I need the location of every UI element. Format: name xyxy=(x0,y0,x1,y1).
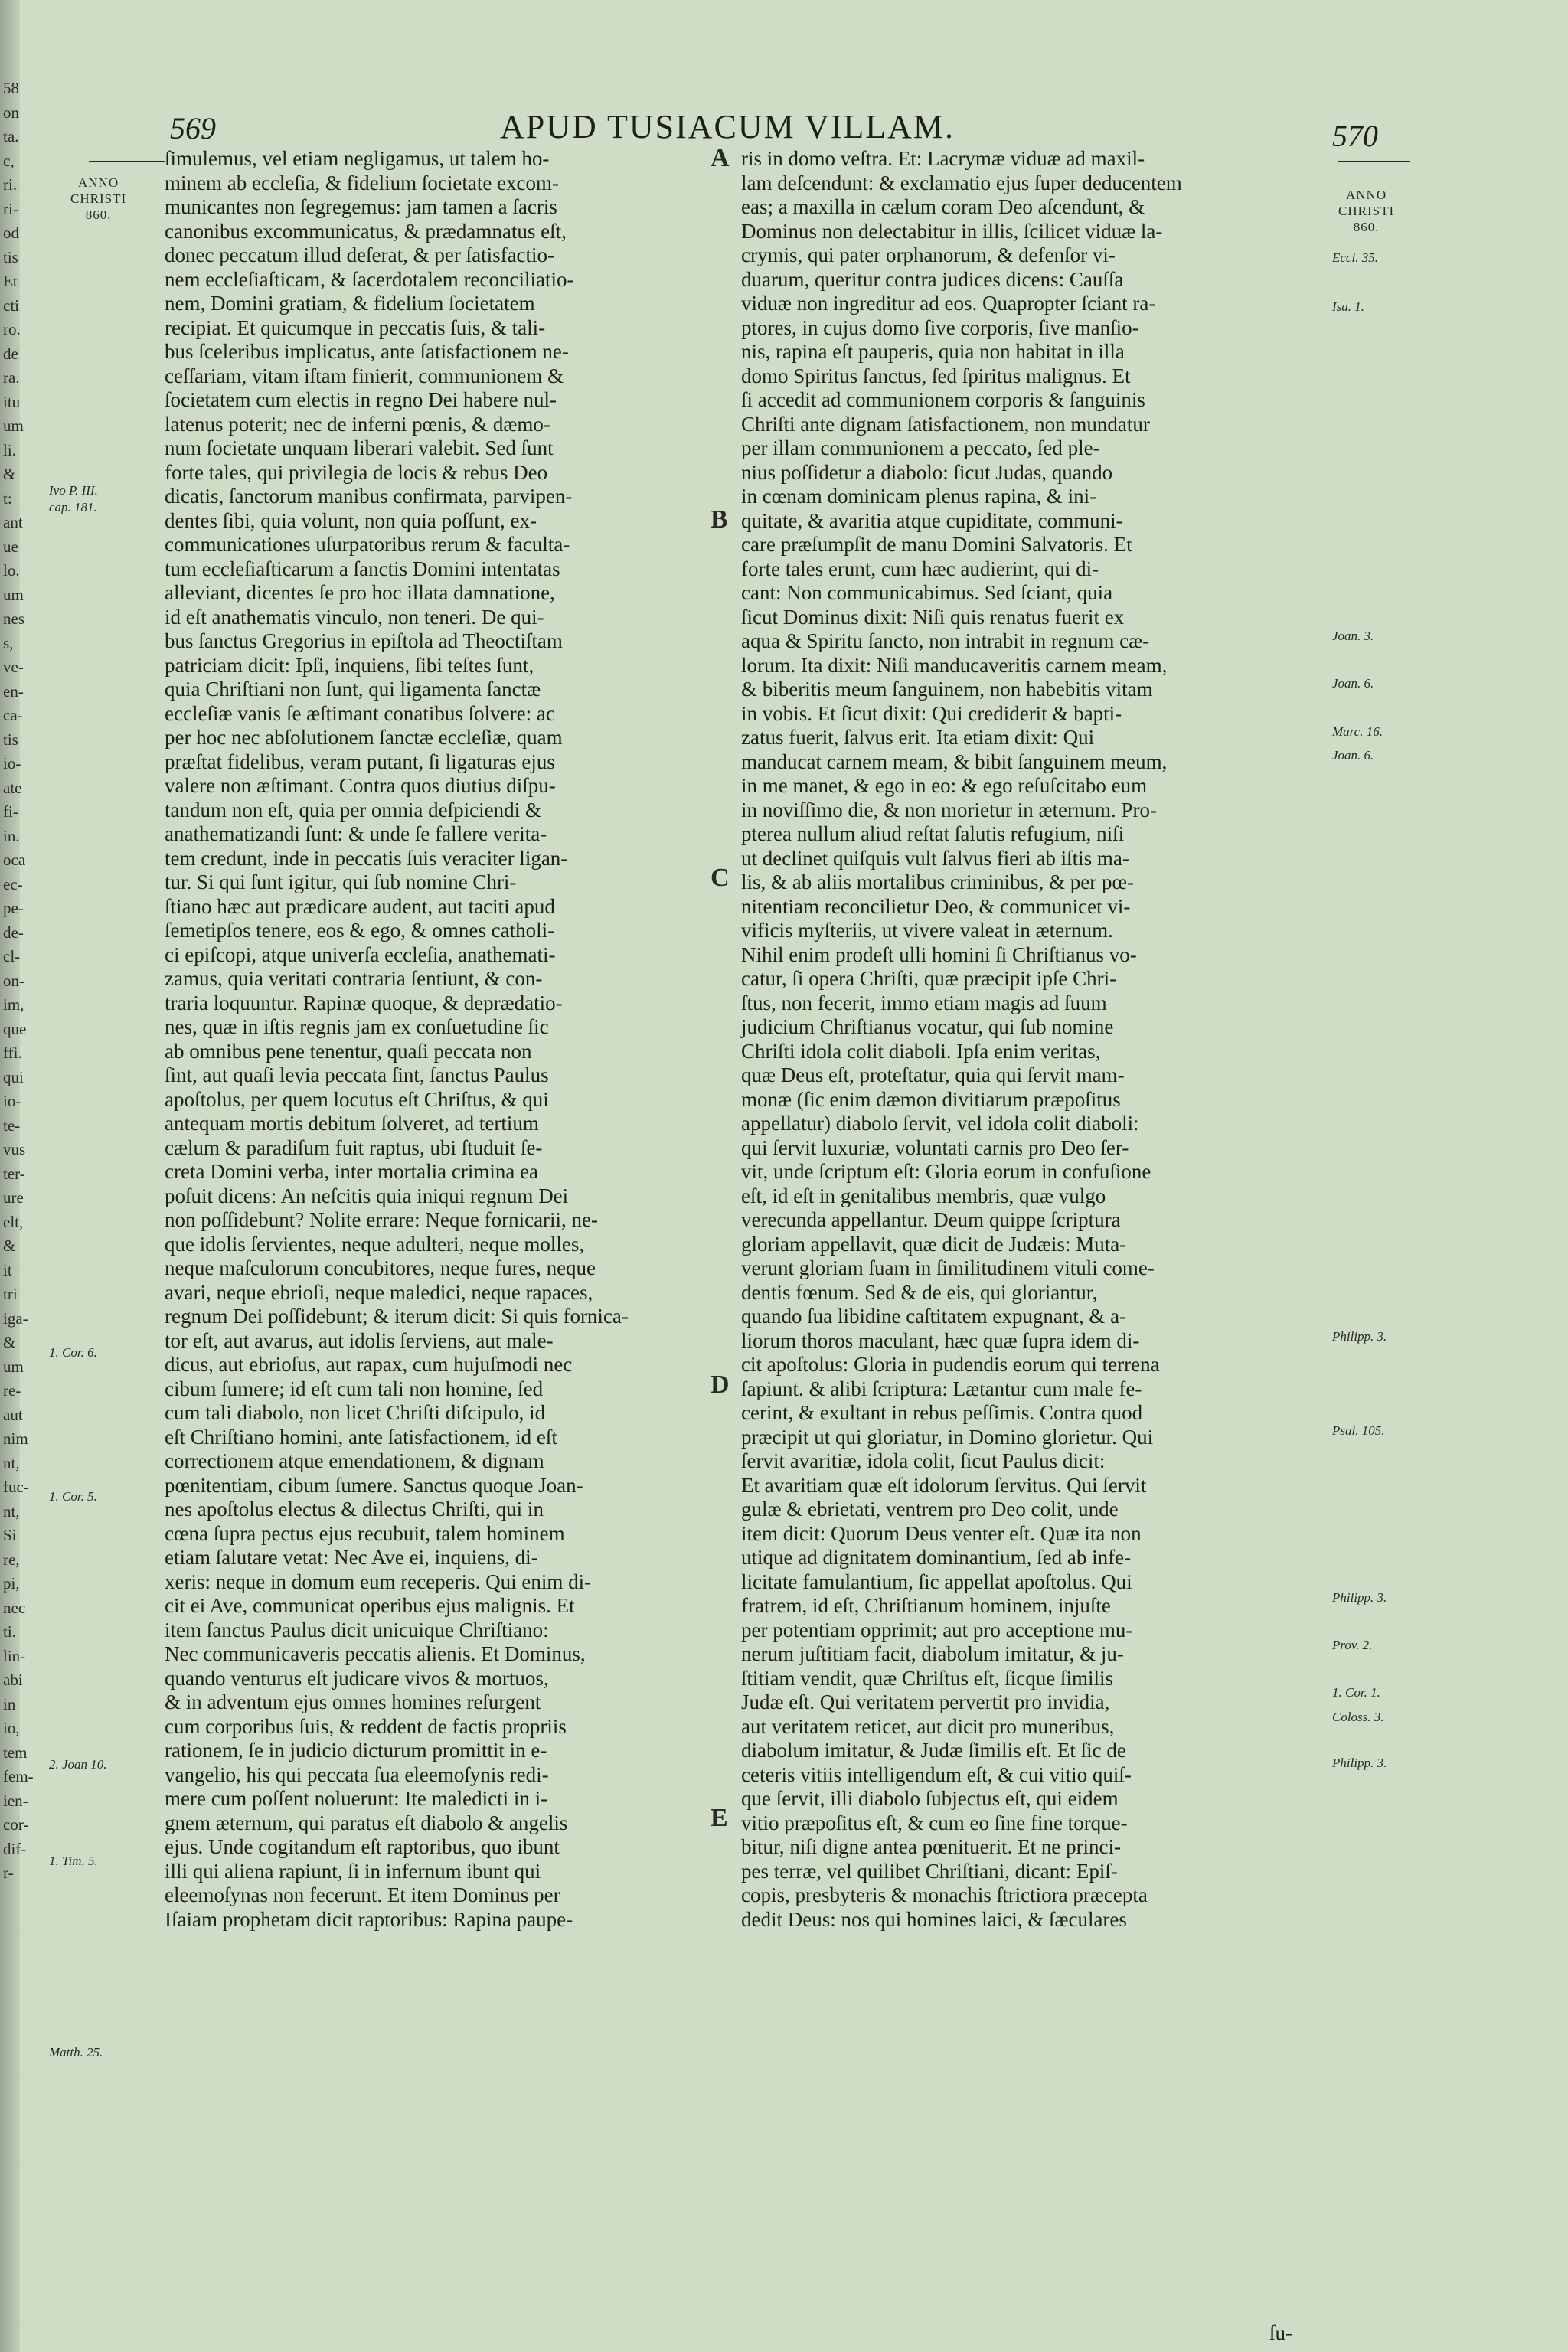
side-label-right xyxy=(1338,187,1394,235)
fragment-line: ri- xyxy=(3,199,18,218)
text-line: dentis fœnum. Sed & de eis, qui gloriantur, xyxy=(741,1280,1098,1304)
fragment-line: t: xyxy=(3,488,12,508)
fragment-line: & xyxy=(3,465,16,483)
text-line: item dicit: Quorum Deus venter eſt. Quæ ita non xyxy=(741,1521,1142,1545)
right-page-number: 570 xyxy=(1332,119,1378,153)
text-line: quando venturus eſt judicare vivos & mortuos, xyxy=(165,1666,549,1690)
fragment-line: ter- xyxy=(3,1164,25,1183)
fragment-line: 58 xyxy=(3,79,19,97)
fragment-line: ien- xyxy=(3,1791,28,1810)
text-line: bus ſanctus Gregorius in epiſtola ad Theoctiſtam xyxy=(165,629,563,652)
text-line: Et avaritiam quæ eſt idolorum ſervitus. Qui ſervit xyxy=(741,1473,1147,1497)
fragment-line: te- xyxy=(3,1116,21,1135)
text-line: etiam ſalutare vetat: Nec Ave ei, inquiens, di- xyxy=(165,1546,538,1569)
fragment-line: cor- xyxy=(3,1815,29,1834)
fragment-line: ra. xyxy=(3,368,20,387)
fragment-line: fuc- xyxy=(3,1478,29,1496)
fragment-line: iga- xyxy=(3,1308,28,1328)
text-line: dedit Deus: nos qui homines laici, & ſæculares xyxy=(741,1907,1127,1931)
text-line: viduæ non ingreditur ad eos. Quapropter ſciant ra- xyxy=(741,292,1156,315)
fragment-line: cl- xyxy=(3,947,21,965)
text-line: num ſocietate unquam liberari valebit. Sed ſunt xyxy=(165,436,554,459)
text-line: ſicut Dominus dixit: Niſi quis renatus fuerit ex xyxy=(741,605,1125,629)
margin-ref: Eccl. 35. xyxy=(1332,250,1378,265)
text-line: vangelio, his qui peccata ſua eleemoſynis redi- xyxy=(165,1762,549,1786)
fragment-line: re, xyxy=(3,1550,20,1569)
margin-ref: Joan. 6. xyxy=(1332,748,1374,763)
fragment-line: abi xyxy=(3,1671,23,1689)
text-line: dicus, aut ebrioſus, aut rapax, cum hujuſmodi nec xyxy=(165,1353,573,1376)
text-line: & biberitis meum ſanguinem, non habebitis vitam xyxy=(741,678,1153,701)
text-line: eccleſiæ vanis ſe æſtimant conatibus ſolvere: ac xyxy=(165,701,555,725)
fragment-line: s, xyxy=(3,633,14,652)
text-line: per potentiam opprimit; aut pro acceptione mu- xyxy=(741,1618,1133,1642)
text-line: ſimulemus, vel etiam negligamus, ut talem ho- xyxy=(165,147,550,170)
text-line: ſi accedit ad communionem corporis & ſanguinis xyxy=(741,388,1145,411)
fragment-line: ffi. xyxy=(3,1044,22,1062)
margin-ref: Psal. 105. xyxy=(1332,1423,1385,1438)
margin-ref: Coloss. 3. xyxy=(1332,1710,1384,1724)
fragment-line: ri. xyxy=(3,175,18,194)
fragment-line: lin- xyxy=(3,1646,26,1665)
fragment-line: li. xyxy=(3,440,16,459)
fragment-line: c, xyxy=(3,151,15,170)
text-line: tor eſt, aut avarus, aut idolis ſerviens, aut male- xyxy=(165,1328,554,1352)
margin-ref: Matth. 25. xyxy=(49,2045,103,2060)
fragment-line: elt, xyxy=(3,1212,24,1231)
fragment-line: & xyxy=(3,1333,16,1351)
left-page-number: 569 xyxy=(170,111,216,145)
text-line: in me manet, & ego in eo: & ego reſuſcitabo eum xyxy=(741,774,1148,797)
text-line: tum eccleſiaſticarum a ſanctis Domini intentatas xyxy=(165,557,560,580)
text-line: correctionem atque emendationem, & dignam xyxy=(165,1449,544,1472)
fragment-line: ro. xyxy=(3,320,21,338)
fragment-line: itu xyxy=(3,392,21,411)
text-line: cant: Non communicabimus. Sed ſciant, quia xyxy=(741,581,1113,604)
text-line: gnem æternum, qui paratus eſt diabolo & angelis xyxy=(165,1811,568,1834)
text-line: creta Domini verba, inter mortalia crimina ea xyxy=(165,1160,539,1183)
right-text-column xyxy=(741,147,1315,1932)
fragment-line: nt, xyxy=(3,1453,20,1472)
text-line: nes, quæ in iſtis regnis jam ex conſuetudine ſic xyxy=(165,1015,549,1038)
fragment-line: it xyxy=(3,1260,12,1279)
text-line: latenus poterit; nec de inferni pœnis, & dæmo- xyxy=(165,412,550,436)
fragment-line: nt, xyxy=(3,1501,20,1521)
text-line: ſint, aut quaſi levia peccata ſint, ſanctus Paulus xyxy=(165,1063,549,1086)
text-line: tur. Si qui ſunt igitur, qui ſub nomine Chri- xyxy=(165,871,517,893)
text-line: duarum, queritur contra judices dicens: Cauſſa xyxy=(741,267,1124,291)
text-line: nis, rapina eſt pauperis, quia non habitat in illa xyxy=(741,340,1125,363)
fragment-line: qui xyxy=(3,1067,24,1086)
text-line: in noviſſimo die, & non morietur in æternum. Pro- xyxy=(741,798,1157,822)
fragment-line: nes xyxy=(3,609,24,628)
text-line: poſuit dicens: An neſcitis quia iniqui regnum Dei xyxy=(165,1184,569,1207)
text-line: domo Spiritus ſanctus, ſed ſpiritus malignus. Et xyxy=(741,364,1131,387)
fragment-line: ve- xyxy=(3,658,24,676)
text-line: verecunda appellantur. Deum quippe ſcriptura xyxy=(741,1208,1121,1231)
fragment-line: Si xyxy=(3,1526,17,1544)
text-line: vificis myſteriis, ut vivere valeat in æternum. xyxy=(741,919,1113,942)
fragment-line: um xyxy=(3,416,24,435)
text-line: gulæ & ebrietati, ventrem pro Deo colit, unde xyxy=(741,1498,1119,1521)
text-line: vitio præpoſitus eſt, & cum eo ſine fine torque- xyxy=(741,1811,1128,1834)
text-line: ci epiſcopi, atque univerſa eccleſia, anathemati- xyxy=(165,942,556,966)
side-label-year: 860. xyxy=(85,207,112,222)
previous-page-fragment xyxy=(3,77,34,2282)
text-line: valere non æſtimant. Contra quos diutius diſpu- xyxy=(165,774,556,797)
text-line: pœnitentiam, cibum ſumere. Sanctus quoque Joan- xyxy=(165,1473,583,1497)
text-line: xeris: neque in domum eum receperis. Qui enim di- xyxy=(165,1570,592,1593)
margin-ref: Philipp. 3. xyxy=(1332,1756,1387,1770)
fragment-line: tis xyxy=(3,247,18,266)
fragment-line: aut xyxy=(3,1405,23,1424)
text-line: fratrem, id eſt, Chriſtianum hominem, injuſte xyxy=(741,1594,1111,1617)
text-line: gloriam appellavit, quæ dicit de Judæis: Muta- xyxy=(741,1232,1127,1256)
text-line: que ſervit, illi diabolo ſubjectus eſt, qui eidem xyxy=(741,1787,1119,1810)
fragment-line: tis xyxy=(3,730,18,749)
text-line: appellatur) diabolo ſervit, vel idola colit diaboli: xyxy=(741,1112,1139,1135)
fragment-line: um xyxy=(3,585,24,604)
fragment-line: in xyxy=(3,1694,16,1713)
section-letter-a: A xyxy=(710,144,730,172)
text-line: communicationes uſurpatoribus rerum & faculta- xyxy=(165,533,570,556)
fragment-line: ate xyxy=(3,778,22,797)
fragment-line: ant xyxy=(3,513,23,531)
margin-ref: cap. 181. xyxy=(49,500,97,514)
text-line: cit ei Ave, communicat operibus ejus malignis. Et xyxy=(165,1594,575,1617)
text-line: anathematizandi ſunt: & unde ſe fallere verita- xyxy=(165,822,547,845)
fragment-line: ca- xyxy=(3,706,23,724)
margin-ref: Prov. 2. xyxy=(1332,1638,1373,1652)
fragment-line: fi- xyxy=(3,802,18,821)
text-line: crymis, qui pater orphanorum, & defenſor vi- xyxy=(741,243,1116,266)
text-line: licitate famulantium, ſic appellat apoſtolus. Qui xyxy=(741,1570,1132,1593)
fragment-line: de xyxy=(3,344,18,363)
text-line: aut veritatem reticet, aut dicit pro muneribus, xyxy=(741,1714,1115,1738)
side-label-anno: ANNO xyxy=(78,175,119,190)
fragment-line: fem- xyxy=(3,1767,34,1785)
side-label-year: 860. xyxy=(1353,220,1380,234)
margin-ref: Ivo P. III. xyxy=(49,483,98,498)
margin-ref: 2. Joan 10. xyxy=(49,1757,107,1772)
text-line: judicium Chriſtianus vocatur, qui ſub nomine xyxy=(741,1015,1114,1038)
text-line: lis, & ab aliis mortalibus criminibus, & per pœ- xyxy=(741,871,1134,893)
text-line: traria loquuntur. Rapinæ quoque, & deprædatio- xyxy=(165,991,563,1014)
text-line: manducat carnem meam, & bibit ſanguinem meum, xyxy=(741,750,1168,773)
text-line: ſemetipſos tenere, eos & ego, & omnes catholi- xyxy=(165,919,555,942)
fragment-line: nim xyxy=(3,1429,28,1448)
text-line: dicatis, ſanctorum manibus confirmata, parvipen- xyxy=(165,485,573,508)
text-line: tandum non eſt, quia per omnia deſpiciendi & xyxy=(165,798,541,822)
text-line: præſtat fidelibus, veram putant, ſi ligaturas ejus xyxy=(165,750,555,773)
fragment-line: io- xyxy=(3,1092,21,1110)
section-letter-d: D xyxy=(710,1370,730,1399)
text-line: qui ſervit luxuriæ, voluntati carnis pro Deo ſer- xyxy=(741,1135,1129,1159)
margin-ref: 1. Cor. 6. xyxy=(49,1345,97,1360)
fragment-line: ue xyxy=(3,537,18,556)
header-rule-left xyxy=(89,161,165,162)
text-line: cœna ſupra pectus ejus recubuit, talem hominem xyxy=(165,1521,565,1545)
fragment-line: que xyxy=(3,1019,27,1038)
text-line: cum tali diabolo, non licet Chriſti diſcipulo, id xyxy=(165,1401,546,1424)
text-line: nitentiam reconcilietur Deo, & communicet vi- xyxy=(741,894,1131,918)
fragment-line: oca xyxy=(3,851,26,869)
margin-ref: Joan. 3. xyxy=(1332,629,1374,643)
fragment-line: tem xyxy=(3,1743,28,1762)
text-line: præcipit ut qui gloriatur, in Domino glorietur. Qui xyxy=(741,1425,1154,1449)
text-line: regnum Dei poſſidebunt; & iterum dicit: Si quis fornica- xyxy=(165,1305,629,1328)
text-line: Chriſti idola colit diaboli. Ipſa enim veritas, xyxy=(741,1039,1101,1063)
fragment-line: r- xyxy=(3,1864,14,1882)
text-line: aqua & Spiritu ſancto, non intrabit in regnum cæ- xyxy=(741,629,1150,652)
text-line: cit apoſtolus: Gloria in pudendis eorum qui terrena xyxy=(741,1353,1160,1376)
text-line: nerum juſtitiam facit, diabolum imitatur, & ju- xyxy=(741,1642,1124,1665)
text-line: non poſſidebunt? Nolite errare: Neque fornicarii, ne- xyxy=(165,1208,599,1231)
fragment-line: on xyxy=(3,103,19,122)
margin-ref: Marc. 16. xyxy=(1332,724,1383,739)
text-line: ceteris vitiis intelligendum eſt, & cui vitio quiſ- xyxy=(741,1762,1132,1786)
text-line: item ſanctus Paulus dicit unicuique Chriſtiano: xyxy=(165,1618,549,1642)
text-line: nes apoſtolus electus & dilectus Chriſti, qui in xyxy=(165,1498,544,1521)
text-line: quæ Deus eſt, proteſtatur, quia qui ſervit mam- xyxy=(741,1063,1125,1086)
text-line: rationem, ſe in judicio dicturum promittit in e- xyxy=(165,1739,547,1762)
fragment-line: pi, xyxy=(3,1574,20,1592)
text-line: illi qui aliena rapiunt, ſi in infernum ibunt qui xyxy=(165,1859,541,1883)
fragment-line: ure xyxy=(3,1188,24,1207)
text-line: eas; a maxilla in cælum coram Deo aſcendunt, & xyxy=(741,195,1145,218)
text-line: ris in domo veſtra. Et: Lacrymæ viduæ ad maxil- xyxy=(741,147,1145,170)
text-line: Nihil enim prodeſt ulli homini ſi Chriſtianus vo- xyxy=(741,942,1137,966)
margin-ref: Philipp. 3. xyxy=(1332,1329,1387,1344)
text-line: pes terræ, vel quilibet Chriſtiani, dicant: Epiſ- xyxy=(741,1859,1118,1883)
text-line: ſtiano hæc aut prædicare audent, aut taciti apud xyxy=(165,894,555,918)
side-label-left xyxy=(70,175,126,223)
margin-ref: Isa. 1. xyxy=(1332,299,1365,314)
text-line: diabolum imitatur, & Judæ ſimilis eſt. Et ſic de xyxy=(741,1739,1126,1762)
text-line: patriciam dicit: Ipſi, inquiens, ſibi teſtes ſunt, xyxy=(165,653,534,677)
fragment-line: ti. xyxy=(3,1622,16,1641)
text-line: & in adventum ejus omnes homines reſurgent xyxy=(165,1690,541,1713)
side-label-anno: ANNO xyxy=(1346,188,1387,202)
text-line: canonibus excommunicatus, & prædamnatus eſt, xyxy=(165,219,567,243)
fragment-line: ta. xyxy=(3,127,19,145)
catchword: ſu- xyxy=(1269,2321,1292,2344)
text-line: eſt, id eſt in genitalibus membris, quæ vulgo xyxy=(741,1184,1106,1207)
text-line: bus ſceleribus implicatus, ante ſatisfactionem ne- xyxy=(165,340,569,363)
text-line: quando ſua libidine caſtitatem expugnant, & a- xyxy=(741,1305,1127,1328)
text-line: avari, neque ebrioſi, neque maledici, neque rapaces, xyxy=(165,1280,593,1304)
text-line: cerint, & exultant in rebus peſſimis. Contra quod xyxy=(741,1401,1143,1424)
text-line: zamus, quia veritati contraria ſentiunt, & con- xyxy=(165,967,543,990)
fragment-line: vus xyxy=(3,1140,26,1158)
text-line: per hoc nec abſolutionem ſanctæ eccleſiæ, quam xyxy=(165,726,563,749)
text-line: Iſaiam prophetam dicit raptoribus: Rapina paupe- xyxy=(165,1907,573,1931)
fragment-line: re- xyxy=(3,1381,21,1400)
text-line: utique ad dignitatem dominantium, ſed ab infe- xyxy=(741,1546,1132,1569)
text-line: recipiat. Et quicumque in peccatis ſuis, & tali- xyxy=(165,315,546,339)
margin-ref: 1. Tim. 5. xyxy=(49,1854,98,1868)
text-line: dentes ſibi, quia volunt, non quia poſſunt, ex- xyxy=(165,508,537,532)
text-line: ptores, in cujus domo ſive corporis, ſive manſio- xyxy=(741,315,1139,339)
text-line: que idolis ſervientes, neque adulteri, neque molles, xyxy=(165,1232,585,1256)
fragment-line: io- xyxy=(3,754,21,773)
fragment-line: Et xyxy=(3,272,18,290)
text-line: nem, Domini gratiam, & fidelium ſocietatem xyxy=(165,292,535,315)
text-line: eleemoſynas non fecerunt. Et item Dominus per xyxy=(165,1883,560,1906)
text-line: alleviant, dicentes ſe pro hoc illata damnatione, xyxy=(165,581,555,604)
fragment-line: & xyxy=(3,1236,16,1255)
text-line: donec peccatum illud deſerat, & per ſatisfactio- xyxy=(165,243,555,266)
text-line: in cœnam dominicam plenus rapina, & ini- xyxy=(741,485,1097,508)
text-line: ab omnibus pene tenentur, quaſi peccata non xyxy=(165,1039,532,1063)
text-line: lam deſcendunt: & exclamatio ejus ſuper deducentem xyxy=(741,171,1182,194)
text-line: neque maſculorum concubitores, neque fures, neque xyxy=(165,1256,596,1279)
text-line: cum corporibus ſuis, & reddent de factis propriis xyxy=(165,1714,567,1738)
text-line: ſervit avaritiæ, idola colit, ſicut Paulus dicit: xyxy=(741,1449,1106,1472)
text-line: Chriſti ante dignam ſatisfactionem, non mundatur xyxy=(741,412,1150,436)
text-line: minem ab eccleſia, & fidelium ſocietate excom- xyxy=(165,171,560,194)
text-line: ſapiunt. & alibi ſcriptura: Lætantur cum male fe- xyxy=(741,1377,1142,1400)
text-line: mere cum poſſent noluerunt: Ite maledicti in i- xyxy=(165,1787,548,1810)
fragment-line: dif- xyxy=(3,1839,27,1858)
text-line: id eſt anathematis vinculo, non teneri. De qui- xyxy=(165,605,544,629)
text-line: in vobis. Et ſicut dixit: Qui crediderit & bapti- xyxy=(741,701,1122,725)
text-line: municantes non ſegregemus: jam tamen a ſacris xyxy=(165,195,557,218)
text-line: Nec communicaveris peccatis alienis. Et Dominus, xyxy=(165,1642,586,1665)
text-line: vit, unde ſcriptum eſt: Gloria eorum in confuſione xyxy=(741,1160,1152,1183)
text-line: zatus fuerit, ſalvus erit. Ita etiam dixit: Qui xyxy=(741,726,1095,749)
text-line: ſtitiam vendit, quæ Chriſtus eſt, ſicque ſimilis xyxy=(741,1666,1113,1690)
fragment-line: tri xyxy=(3,1285,18,1303)
text-line: pterea nullum aliud reſtat ſalutis refugium, niſi xyxy=(741,822,1125,845)
text-line: antequam mortis debitum ſolveret, ad tertium xyxy=(165,1112,539,1135)
text-line: liorum thoros maculant, hæc quæ ſupra idem di- xyxy=(741,1328,1140,1352)
margin-ref: Philipp. 3. xyxy=(1332,1590,1387,1605)
side-label-christi: CHRISTI xyxy=(70,191,127,206)
text-line: eſt Chriſtiano homini, ante ſatisfactionem, id eſt xyxy=(165,1425,557,1449)
text-line: catur, ſi opera Chriſti, quæ præcipit ipſe Chri- xyxy=(741,967,1117,990)
margin-ref: Joan. 6. xyxy=(1332,676,1374,691)
text-line: tem credunt, inde in peccatis ſuis veraciter ligan- xyxy=(165,846,568,870)
side-label-christi: CHRISTI xyxy=(1338,204,1395,218)
running-title: APUD TUSIACUM VILLAM. xyxy=(499,108,956,145)
text-line: lorum. Ita dixit: Niſi manducaveritis carnem meam, xyxy=(741,653,1168,677)
fragment-line: io, xyxy=(3,1719,20,1737)
text-line: forte tales erunt, cum hæc audierint, qui di- xyxy=(741,557,1099,580)
text-line: Judæ eſt. Qui veritatem pervertit pro invidia, xyxy=(741,1690,1110,1713)
header-rule-right xyxy=(1338,161,1410,162)
text-line: monæ (ſic enim dæmon divitiarum præpoſitus xyxy=(741,1087,1121,1111)
margin-ref: 1. Cor. 1. xyxy=(1332,1685,1380,1700)
fragment-line: pe- xyxy=(3,899,24,917)
text-line: quitate, & avaritia atque cupiditate, communi- xyxy=(741,508,1123,532)
section-letter-c: C xyxy=(710,864,730,892)
text-line: per illam communionem a peccato, ſed ple- xyxy=(741,436,1100,459)
fragment-line: cti xyxy=(3,296,19,315)
section-letter-b: B xyxy=(710,505,728,534)
text-line: ſocietatem cum electis in regno Dei habere nul- xyxy=(165,388,557,411)
fragment-line: um xyxy=(3,1357,24,1376)
text-line: bitur, niſi digne antea pœnituerit. Et ne princi- xyxy=(741,1835,1122,1858)
text-line: care præſumpſit de manu Domini Salvatoris. Et xyxy=(741,533,1132,556)
text-line: nius poſſidetur a diabolo: ſicut Judas, quando xyxy=(741,460,1113,484)
text-line: quia Chriſtiani non ſunt, qui ligamenta ſanctæ xyxy=(165,678,541,701)
text-line: cibum ſumere; id eſt cum tali non homine, ſed xyxy=(165,1377,544,1400)
text-line: forte tales, qui privilegia de locis & rebus Deo xyxy=(165,460,548,484)
fragment-line: en- xyxy=(3,681,24,701)
text-line: cælum & paradiſum fuit raptus, ubi ſtuduit ſe- xyxy=(165,1135,543,1159)
text-line: copis, presbyteris & monachis ſtrictiora præcepta xyxy=(741,1883,1148,1906)
text-line: ceſſariam, vitam iſtam finierit, communionem & xyxy=(165,364,564,387)
left-text-column xyxy=(165,147,716,1932)
fragment-line: ec- xyxy=(3,874,23,893)
text-line: Dominus non delectabitur in illis, ſcilicet viduæ la- xyxy=(741,219,1163,243)
fragment-line: lo. xyxy=(3,561,20,580)
fragment-line: im, xyxy=(3,995,24,1014)
fragment-line: de- xyxy=(3,923,24,942)
text-line: ut declinet quiſquis vult ſalvus fieri ab iſtis ma- xyxy=(741,846,1129,870)
text-line: ejus. Unde cogitandum eſt raptoribus, quo ibunt xyxy=(165,1835,560,1858)
text-line: apoſtolus, per quem locutus eſt Chriſtus, & qui xyxy=(165,1087,549,1111)
fragment-line: in. xyxy=(3,826,20,845)
text-line: nem eccleſiaſticam, & ſacerdotalem reconciliatio- xyxy=(165,267,574,291)
section-letter-e: E xyxy=(710,1804,728,1832)
text-line: verunt gloriam ſuam in ſimilitudinem vituli come- xyxy=(741,1256,1155,1279)
fragment-line: on- xyxy=(3,971,24,990)
text-line: ſtus, non fecerit, immo etiam magis ad ſuum xyxy=(741,991,1107,1014)
margin-ref: 1. Cor. 5. xyxy=(49,1489,97,1504)
fragment-line: od xyxy=(3,224,19,242)
fragment-line: nec xyxy=(3,1598,26,1617)
